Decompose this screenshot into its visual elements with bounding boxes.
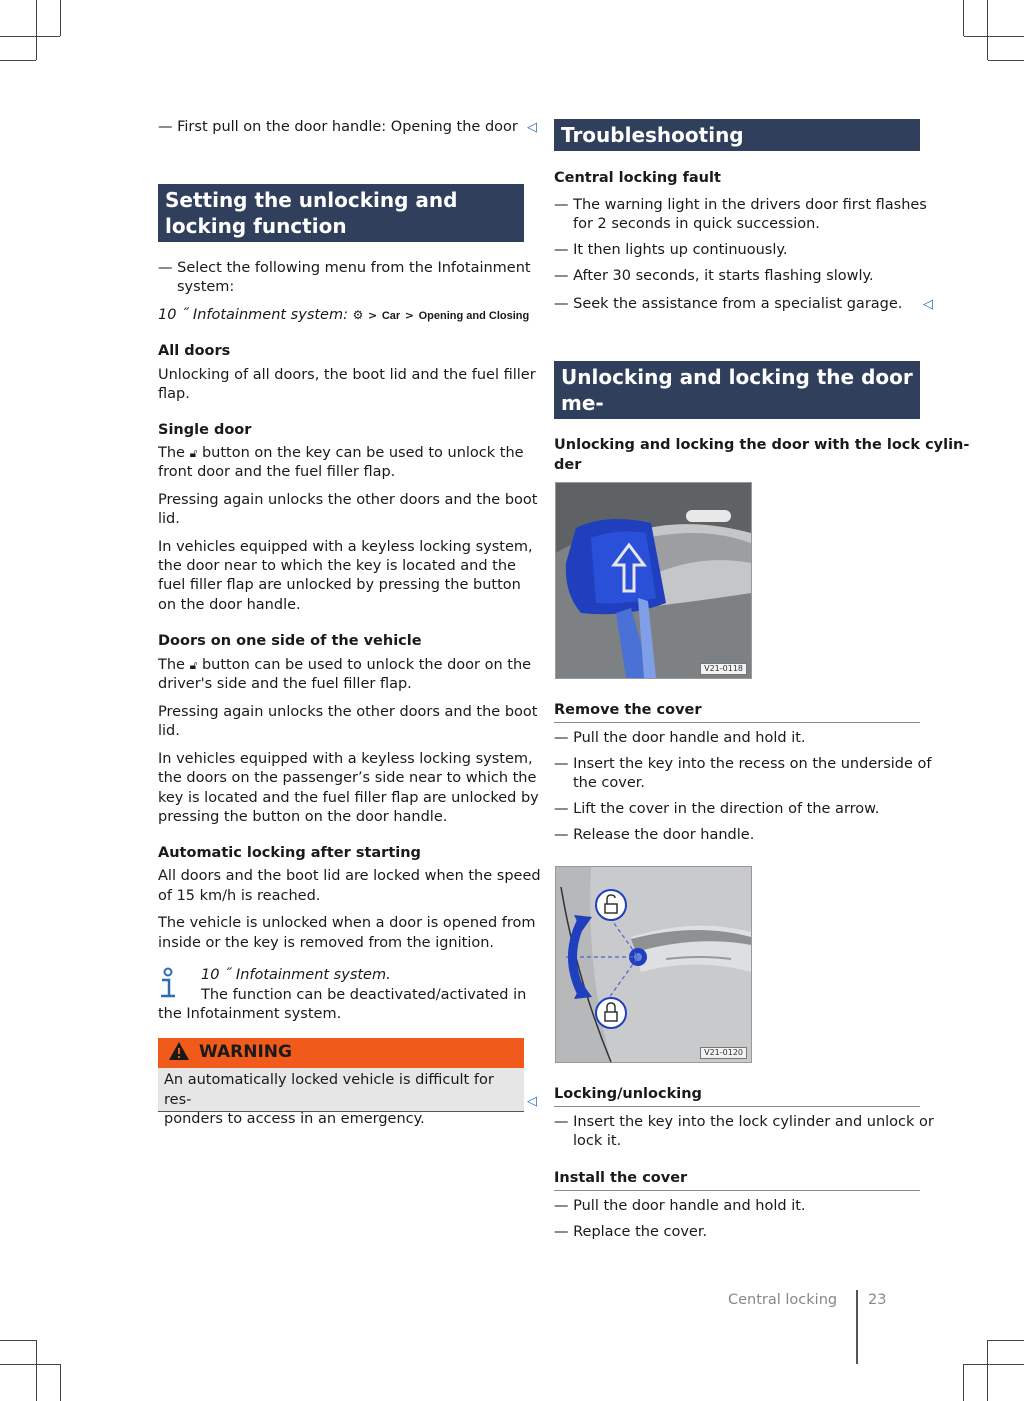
heading-locking-unlocking: Locking/unlocking [554,1086,702,1102]
image-code: V21-0118 [700,663,747,675]
paragraph [158,444,524,464]
list-item: — Replace the cover. [554,1224,708,1240]
paragraph: front door and the fuel filler flap. [158,464,396,480]
footer-section: Central locking [728,1292,838,1308]
paragraph: In vehicles equipped with a keyless locking system, [158,751,533,767]
paragraph: lid. [158,511,180,527]
heading-remove-cover: Remove the cover [554,702,702,718]
paragraph: Unlocking of all doors, the boot lid and the fuel filler [158,367,536,383]
list-item-cont: for 2 seconds in quick succession. [573,216,820,232]
footer-divider [856,1290,858,1364]
heading-single-door: Single door [158,422,252,438]
heading-automatic-locking: Automatic locking after starting [158,845,421,861]
paragraph: Pressing again unlocks the other doors and the boot [158,492,538,508]
list-item: — Seek the assistance from a specialist garage. [554,296,903,312]
info-text: The function can be deactivated/activated in [201,987,527,1003]
warning-header [158,1038,524,1068]
menu-path-sep: > [367,309,378,322]
list-item-cont: lock it. [573,1133,622,1149]
warning-text: An automatically locked vehicle is difficult for res- [164,1072,494,1108]
paragraph: In vehicles equipped with a keyless locking system, [158,539,533,555]
warning-triangle-icon [168,1041,190,1066]
text: button can be used to unlock the door on the [201,657,532,673]
info-icon [158,967,178,1001]
paragraph [158,656,531,676]
unlock-padlock-icon: 🔓︎ [189,658,198,672]
heading-all-doors: All doors [158,343,231,359]
divider [554,1106,920,1107]
image-code: V21-0120 [700,1047,747,1059]
paragraph: lid. [158,723,180,739]
lock-cylinder-image [555,866,752,1063]
warning-text: ponders to access in an emergency. [164,1111,425,1127]
paragraph: the doors on the passenger’s side near to which the [158,770,537,786]
heading-doors-one-side: Doors on one side of the vehicle [158,633,422,649]
list-item: — Pull the door handle and hold it. [554,1198,806,1214]
list-item: — First pull on the door handle: Opening the door [158,119,518,135]
end-marker-icon: ◁ [527,1094,537,1109]
text: The [158,657,185,673]
list-item-cont: the cover. [573,775,645,791]
section-heading-line: Unlocking and locking the door me- [561,365,913,415]
list-item: — Lift the cover in the direction of the arrow. [554,801,880,817]
list-item-cont: system: [177,279,235,295]
heading-central-locking-fault: Central locking fault [554,170,721,186]
list-item: — After 30 seconds, it starts flashing slowly. [554,268,874,284]
section-heading-unlocking-function: Setting the unlocking and locking function [158,184,524,242]
settings-gear-icon: ⚙ [352,308,364,322]
list-item: — Pull the door handle and hold it. [554,730,806,746]
paragraph: inside or the key is removed from the ignition. [158,935,495,951]
list-item: — Select the following menu from the Infotainment [158,260,531,276]
heading-lock-cylinder-cont: der [554,457,582,473]
paragraph: Pressing again unlocks the other doors and the boot [158,704,538,720]
paragraph: driver's side and the fuel filler flap. [158,676,412,692]
list-item: — Insert the key into the recess on the underside of [554,756,932,772]
section-heading-line: chanically [561,417,674,441]
menu-path [158,306,529,327]
menu-path-opening: Opening and Closing [418,310,530,322]
door-handle-cover-image [555,482,752,679]
divider [554,722,920,723]
paragraph: on the door handle. [158,597,301,613]
section-heading-mechanical [554,361,920,441]
paragraph: key is located and the fuel filler flap are unlocked by [158,790,539,806]
heading-install-cover: Install the cover [554,1170,688,1186]
paragraph: the door near to which the key is located and the [158,558,516,574]
divider [554,1190,920,1191]
info-title: 10 ˝ Infotainment system. [201,967,391,983]
list-item: — Insert the key into the lock cylinder and unlock or [554,1114,934,1130]
list-item: — The warning light in the drivers door first flashes [554,197,927,213]
menu-path-prefix: 10 ˝ Infotainment system: [158,307,348,323]
paragraph: All doors and the boot lid are locked when the speed [158,868,541,884]
list-item: — It then lights up continuously. [554,242,788,258]
text: The [158,445,185,461]
unlock-padlock-icon: 🔓︎ [189,446,198,460]
menu-path-car: Car [381,310,401,322]
page-number: 23 [868,1292,887,1308]
paragraph: of 15 km/h is reached. [158,888,321,904]
list-item: — Release the door handle. [554,827,755,843]
paragraph: pressing the button on the door handle. [158,809,448,825]
paragraph: fuel filler flap are unlocked by pressing the button [158,577,521,593]
section-heading-troubleshooting: Troubleshooting [554,119,920,151]
end-marker-icon: ◁ [923,297,933,312]
heading-lock-cylinder: Unlocking and locking the door with the lock cylin- [554,437,970,453]
warning-title: WARNING [199,1042,292,1062]
menu-path-sep: > [404,309,414,322]
warning-body [158,1068,524,1127]
paragraph: flap. [158,386,190,402]
end-marker-icon: ◁ [527,120,537,135]
text: button on the key can be used to unlock the [201,445,524,461]
paragraph: The vehicle is unlocked when a door is opened from [158,915,536,931]
info-text: the Infotainment system. [158,1006,342,1022]
